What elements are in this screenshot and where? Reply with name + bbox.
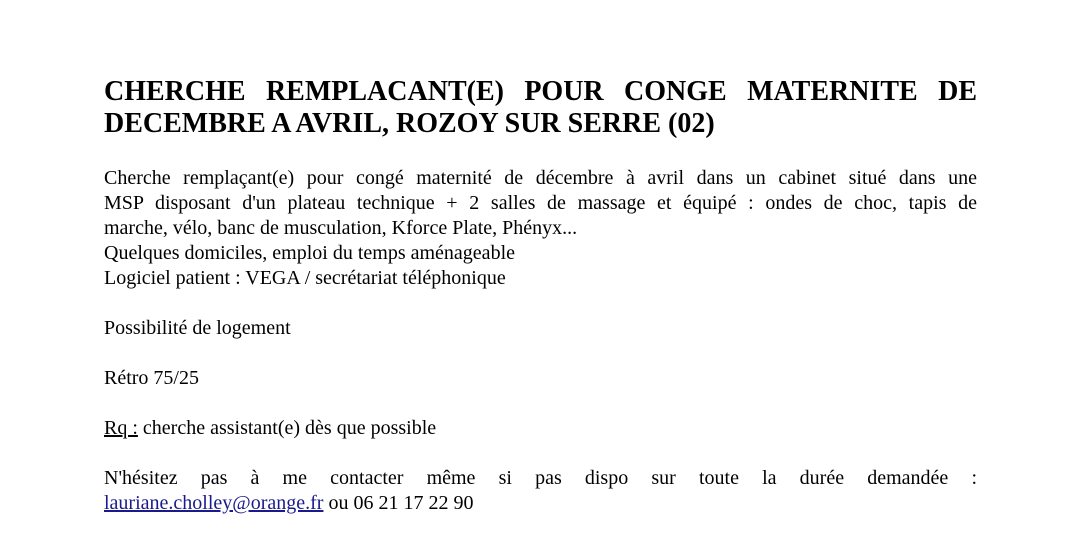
- phone-number: 06 21 17 22 90: [353, 492, 474, 514]
- contact-line: N'hésitez pas à me contacter même si pas dispo sur toute la durée demandée :: [104, 467, 977, 489]
- title-line-2: DECEMBRE A AVRIL, ROZOY SUR SERRE (02): [104, 108, 715, 139]
- domiciles-text: Quelques domiciles, emploi du temps aménageable: [104, 242, 515, 264]
- rq-paragraph: [104, 416, 977, 441]
- retro-text: Rétro 75/25: [104, 367, 199, 389]
- blank-line: [104, 391, 977, 416]
- email-link[interactable]: lauriane.cholley@orange.fr: [104, 492, 324, 514]
- document-page: [104, 76, 977, 516]
- intro-line-2: MSP disposant d'un plateau technique + 2 salles de massage et équipé : ondes de choc, tapis de: [104, 192, 977, 214]
- phone-prefix: ou: [323, 492, 354, 514]
- rq-label: Rq :: [104, 417, 138, 439]
- logiciel-text: Logiciel patient : VEGA / secrétariat téléphonique: [104, 267, 506, 289]
- page-title: [104, 76, 977, 140]
- intro-line-3: marche, vélo, banc de musculation, Kforce Plate, Phényx...: [104, 217, 578, 239]
- title-line-1: CHERCHE REMPLACANT(E) POUR CONGE MATERNITE DE: [104, 76, 977, 107]
- contact-details: [104, 491, 977, 516]
- logement-text: Possibilité de logement: [104, 317, 291, 339]
- intro-line-1: Cherche remplaçant(e) pour congé maternité de décembre à avril dans un cabinet situé dans une: [104, 167, 977, 189]
- document-body: [104, 166, 977, 516]
- rq-text: cherche assistant(e) dès que possible: [137, 417, 437, 439]
- blank-line: [104, 341, 977, 366]
- blank-line: [104, 291, 977, 316]
- blank-line: [104, 441, 977, 466]
